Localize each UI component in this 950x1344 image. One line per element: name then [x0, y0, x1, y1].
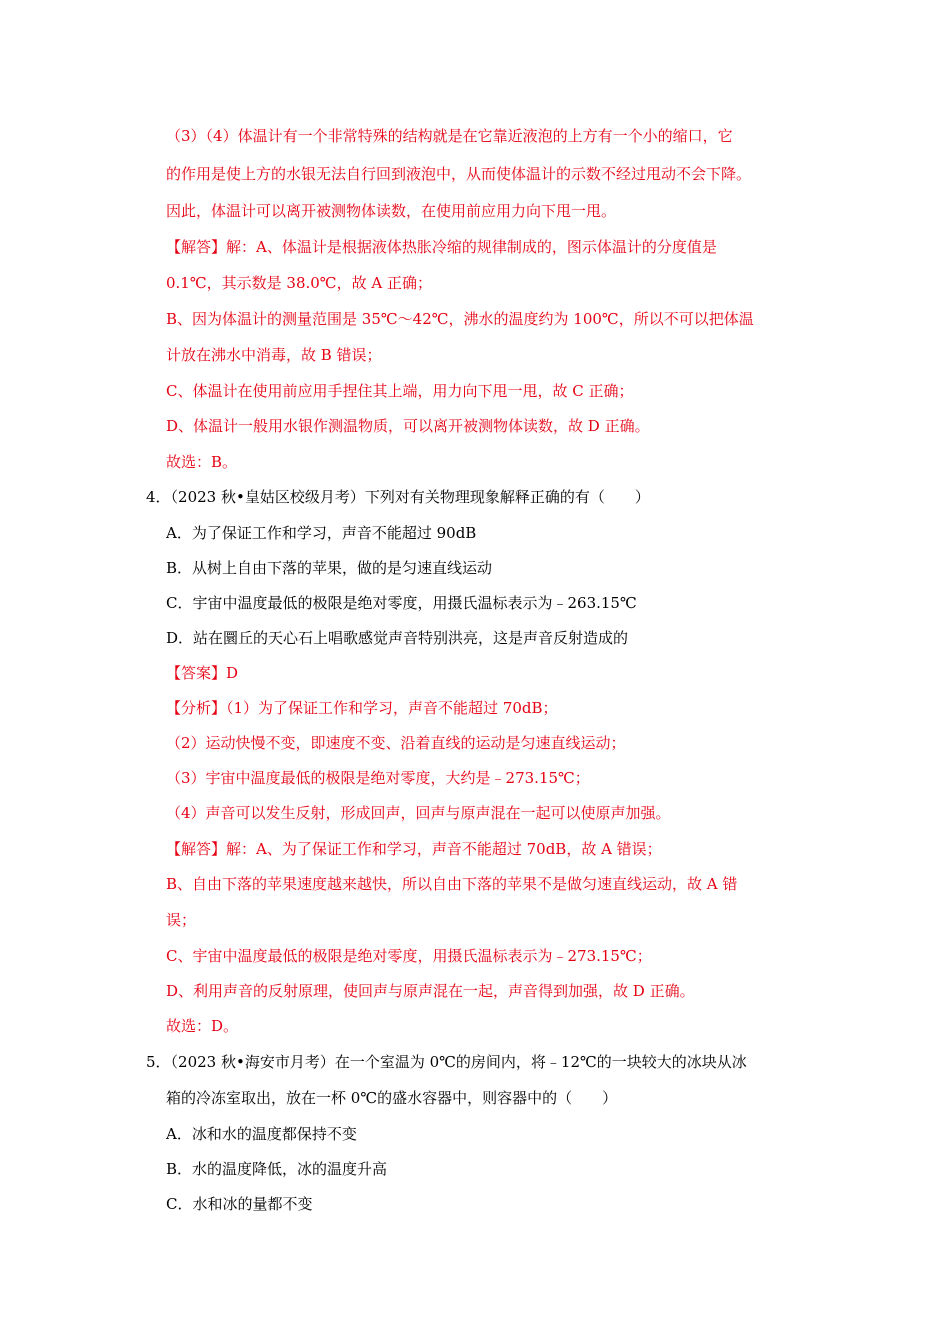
q4-solution-line: 【解答】解：A、为了保证工作和学习，声音不能超过 70dB，故 A 错误； — [166, 840, 662, 858]
q4-answer: 【答案】D — [166, 664, 239, 682]
q5-option-b: B．水的温度降低，冰的温度升高 — [166, 1160, 388, 1178]
q4-analysis-line: （4）声音可以发生反射，形成回声，回声与原声混在一起可以使原声加强。 — [166, 804, 671, 822]
analysis-line: 因此，体温计可以离开被测物体读数，在使用前应用力向下甩一甩。 — [166, 202, 617, 220]
q4-solution-line: 误； — [166, 911, 197, 929]
solution-line: B、因为体温计的测量范围是 35℃～42℃，沸水的温度约为 100℃，所以不可以把体温 — [166, 310, 754, 328]
solution-line: C、体温计在使用前应用手捏住其上端，用力向下甩一甩，故 C 正确； — [166, 382, 634, 400]
q4-solution-line: B、自由下落的苹果速度越来越快，所以自由下落的苹果不是做匀速直线运动，故 A 错 — [166, 875, 738, 893]
q4-analysis-line: （3）宇宙中温度最低的极限是绝对零度，大约是﹣273.15℃； — [166, 769, 590, 787]
question-5-stem-line: 箱的冷冻室取出，放在一杯 0℃的盛水容器中，则容器中的（ ） — [166, 1089, 618, 1107]
solution-line: 计放在沸水中消毒，故 B 错误； — [166, 346, 382, 364]
final-choice: 故选：B。 — [166, 453, 238, 471]
question-4-stem: 4．（2023 秋•皇姑区校级月考）下列对有关物理现象解释正确的有（ ） — [146, 488, 650, 506]
q4-solution-line: D、利用声音的反射原理，使回声与原声混在一起，声音得到加强，故 D 正确。 — [166, 982, 695, 1000]
question-5-stem-line: 5．（2023 秋•海安市月考）在一个室温为 0℃的房间内，将﹣12℃的一块较大的冰块从冰 — [146, 1053, 747, 1071]
q4-option-b: B．从树上自由下落的苹果，做的是匀速直线运动 — [166, 559, 493, 577]
q4-final-choice: 故选：D。 — [166, 1017, 239, 1035]
q4-analysis-line: （2）运动快慢不变，即速度不变、沿着直线的运动是匀速直线运动； — [166, 734, 626, 752]
analysis-line: （3）（4）体温计有一个非常特殊的结构就是在它靠近液泡的上方有一个小的缩口，它 — [166, 127, 733, 145]
q5-option-c: C．水和冰的量都不变 — [166, 1195, 313, 1213]
q4-option-c: C．宇宙中温度最低的极限是绝对零度，用摄氏温标表示为﹣263.15℃ — [166, 594, 637, 612]
q4-option-a: A．为了保证工作和学习，声音不能超过 90dB — [166, 524, 477, 542]
solution-line: 【解答】解：A、体温计是根据液体热胀冷缩的规律制成的，图示体温计的分度值是 — [166, 238, 717, 256]
q5-option-a: A．冰和水的温度都保持不变 — [166, 1125, 357, 1143]
solution-line: D、体温计一般用水银作测温物质，可以离开被测物体读数，故 D 正确。 — [166, 417, 650, 435]
analysis-line: 的作用是使上方的水银无法自行回到液泡中，从而使体温计的示数不经过甩动不会下降。 — [166, 165, 752, 183]
q4-solution-line: C、宇宙中温度最低的极限是绝对零度，用摄氏温标表示为﹣273.15℃； — [166, 947, 652, 965]
q4-analysis-line: 【分析】（1）为了保证工作和学习，声音不能超过 70dB； — [166, 699, 558, 717]
q4-option-d: D．站在圜丘的天心石上唱歌感觉声音特别洪亮，这是声音反射造成的 — [166, 629, 629, 647]
solution-line: 0.1℃，其示数是 38.0℃，故 A 正确； — [166, 274, 432, 292]
